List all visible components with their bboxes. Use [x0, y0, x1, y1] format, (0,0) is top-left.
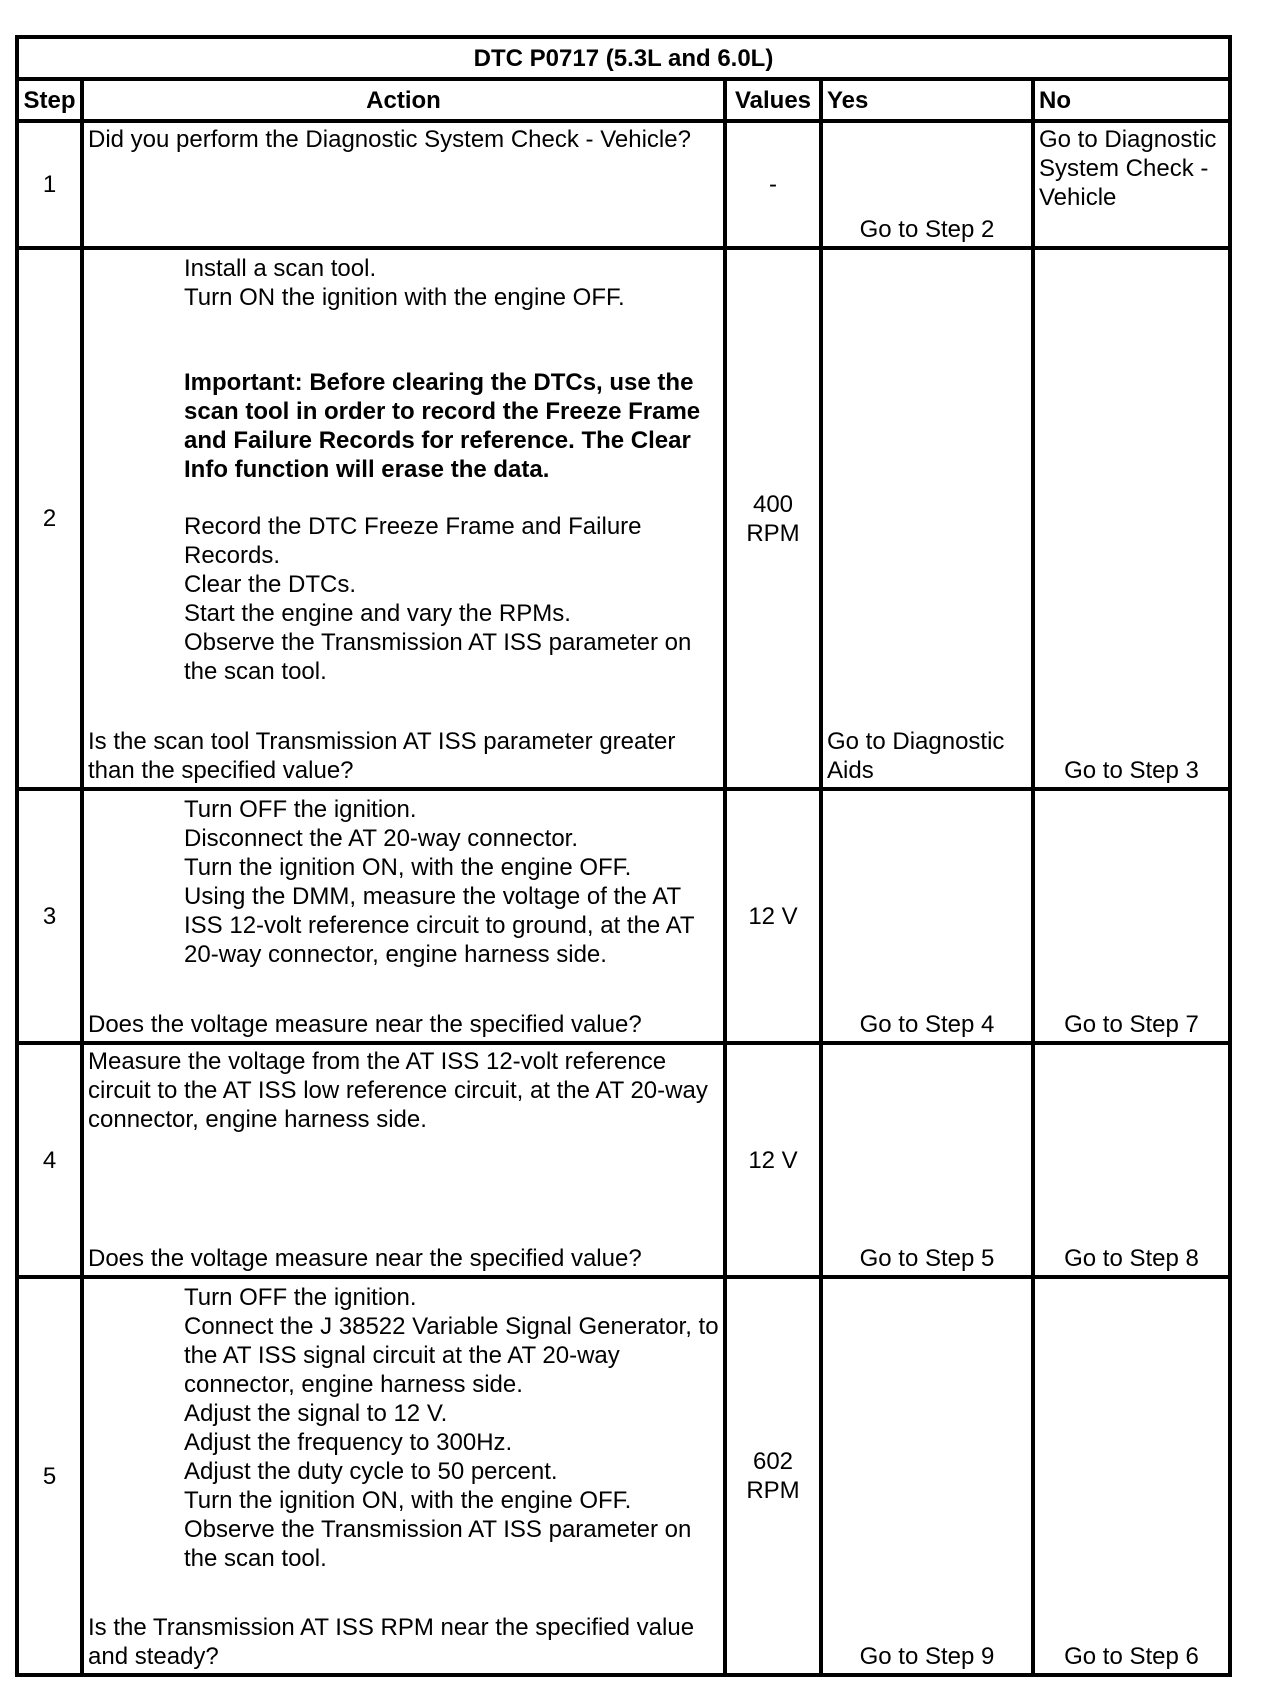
- no-link[interactable]: Go to Diagnostic System Check - Vehicle: [1039, 126, 1217, 211]
- step-number: 4: [17, 1043, 82, 1277]
- header-action: Action: [82, 79, 725, 121]
- action-step: Connect the J 38522 Variable Signal Generator, to the AT ISS signal circuit at the AT 20-way connector, engine harness side.: [184, 1313, 719, 1398]
- table-row: [17, 121, 1230, 248]
- action-step: Turn OFF the ignition.: [184, 1284, 417, 1311]
- action-question: Is the scan tool Transmission AT ISS parameter greater than the specified value?: [88, 728, 676, 784]
- no-cell: [1033, 121, 1230, 248]
- action-cell: [82, 789, 725, 1043]
- no-cell: [1033, 248, 1230, 789]
- action-step: Turn the ignition ON, with the engine OFF.: [184, 1487, 632, 1514]
- action-question: Is the Transmission AT ISS RPM near the specified value and steady?: [88, 1614, 695, 1670]
- header-step: Step: [17, 79, 82, 121]
- value-cell: [725, 1277, 821, 1675]
- yes-link[interactable]: Go to Diagnostic Aids: [827, 728, 1005, 784]
- value-cell: -: [725, 121, 821, 248]
- action-text: Did you perform the Diagnostic System Check - Vehicle?: [88, 126, 691, 153]
- yes-link[interactable]: Go to Step 5: [859, 1245, 995, 1272]
- no-link[interactable]: Go to Step 3: [1064, 757, 1199, 784]
- action-cell: [82, 248, 725, 789]
- action-step: Turn the ignition ON, with the engine OFF.: [184, 854, 632, 881]
- yes-cell: [821, 789, 1033, 1043]
- action-question: Does the voltage measure near the specified value?: [88, 1011, 642, 1038]
- action-step: Turn ON the ignition with the engine OFF.: [184, 284, 625, 311]
- yes-cell: [821, 121, 1033, 248]
- action-step: Observe the Transmission AT ISS parameter on the scan tool.: [184, 629, 692, 685]
- yes-link[interactable]: Go to Step 4: [859, 1011, 995, 1038]
- yes-cell: [821, 1277, 1033, 1675]
- action-step: Adjust the signal to 12 V.: [184, 1400, 448, 1427]
- yes-cell: [821, 1043, 1033, 1277]
- no-cell: [1033, 1043, 1230, 1277]
- step-number: 3: [17, 789, 82, 1043]
- no-link[interactable]: Go to Step 7: [1064, 1011, 1199, 1038]
- no-link[interactable]: Go to Step 6: [1064, 1643, 1199, 1670]
- header-yes: Yes: [821, 79, 1033, 121]
- dtc-table: [15, 35, 1232, 1677]
- action-text: Measure the voltage from the AT ISS 12-volt reference circuit to the AT ISS low reference circuit, at the AT 20-way connector, engine harness side.: [88, 1048, 708, 1133]
- table-row: [17, 1277, 1230, 1675]
- action-step: Adjust the duty cycle to 50 percent.: [184, 1458, 558, 1485]
- step-number: 5: [17, 1277, 82, 1675]
- action-step: Using the DMM, measure the voltage of the AT ISS 12-volt reference circuit to ground, at the AT 20-way connector, engine harness side.: [184, 883, 695, 968]
- action-step: Clear the DTCs.: [184, 571, 357, 598]
- value-cell: 12 V: [725, 1043, 821, 1277]
- yes-link[interactable]: Go to Step 2: [859, 216, 995, 243]
- action-cell: [82, 1277, 725, 1675]
- no-cell: [1033, 1277, 1230, 1675]
- step-number: 2: [17, 248, 82, 789]
- action-step: Observe the Transmission AT ISS parameter on the scan tool.: [184, 1516, 692, 1572]
- no-cell: [1033, 789, 1230, 1043]
- value-cell: 12 V: [725, 789, 821, 1043]
- value-cell: [725, 248, 821, 789]
- table-row: [17, 1043, 1230, 1277]
- action-step: Disconnect the AT 20-way connector.: [184, 825, 578, 852]
- action-step: Turn OFF the ignition.: [184, 796, 417, 823]
- yes-cell: [821, 248, 1033, 789]
- action-cell: [82, 1043, 725, 1277]
- table-row: [17, 248, 1230, 789]
- action-step: Install a scan tool.: [184, 255, 377, 282]
- header-values: Values: [725, 79, 821, 121]
- value-text: 602 RPM: [746, 1448, 800, 1504]
- action-step: Adjust the frequency to 300Hz.: [184, 1429, 513, 1456]
- action-question: Does the voltage measure near the specified value?: [88, 1245, 642, 1272]
- yes-link[interactable]: Go to Step 9: [859, 1643, 995, 1670]
- table-title: DTC P0717 (5.3L and 6.0L): [17, 37, 1230, 79]
- action-step: Start the engine and vary the RPMs.: [184, 600, 571, 627]
- value-text: 400 RPM: [746, 490, 800, 547]
- action-cell: [82, 121, 725, 248]
- no-link[interactable]: Go to Step 8: [1064, 1245, 1199, 1272]
- step-number: 1: [17, 121, 82, 248]
- header-no: No: [1033, 79, 1230, 121]
- important-note: Important: Before clearing the DTCs, use the scan tool in order to record the Freeze Frame and Failure Records for reference. The Clear Info function will erase the data.: [184, 369, 701, 483]
- table-row: [17, 789, 1230, 1043]
- action-step: Record the DTC Freeze Frame and Failure Records.: [184, 513, 642, 569]
